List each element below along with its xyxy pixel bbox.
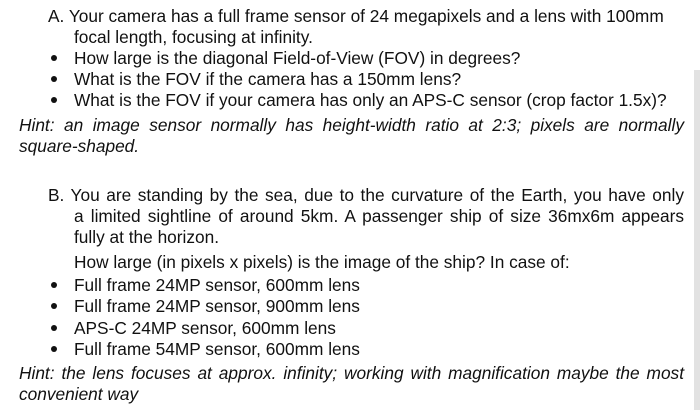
bullet-dot xyxy=(51,346,57,352)
part-a-hint-line1: Hint: an image sensor normally has height-width ratio at 2:3; pixels are normally xyxy=(19,115,684,135)
vertical-scrollbar[interactable] xyxy=(694,70,700,410)
bullet-dot xyxy=(51,303,57,309)
bullet-dot xyxy=(51,282,57,288)
bullet-dot xyxy=(51,325,57,331)
part-a-bullet-1: How large is the diagonal Field-of-View (FOV) in degrees? xyxy=(74,48,521,68)
part-a-heading-line1: A. Your camera has a full frame sensor of 24 megapixels and a lens with 100mm xyxy=(48,6,664,26)
part-b-hint-line2: convenient way xyxy=(19,384,139,404)
part-b-question: How large (in pixels x pixels) is the image of the ship? In case of: xyxy=(74,252,570,272)
bullet-dot xyxy=(51,97,57,103)
part-a-hint-line2: square-shaped. xyxy=(19,136,140,156)
part-a-heading-line2: focal length, focusing at infinity. xyxy=(74,27,313,47)
part-b-heading-line1: B. You are standing by the sea, due to the curvature of the Earth, you have only xyxy=(48,185,684,205)
part-b-bullet-3: APS-C 24MP sensor, 600mm lens xyxy=(74,318,336,338)
part-b-bullet-1: Full frame 24MP sensor, 600mm lens xyxy=(74,275,360,295)
part-a-bullet-3: What is the FOV if your camera has only an APS-C sensor (crop factor 1.5x)? xyxy=(74,90,667,110)
part-b-bullet-4: Full frame 54MP sensor, 600mm lens xyxy=(74,339,360,359)
bullet-dot xyxy=(51,76,57,82)
part-b-heading-line2: a limited sightline of around 5km. A passenger ship of size 36mx6m appears xyxy=(74,206,684,226)
bullet-dot xyxy=(51,55,57,61)
part-b-bullet-2: Full frame 24MP sensor, 900mm lens xyxy=(74,296,360,316)
part-b-heading-line3: fully at the horizon. xyxy=(74,227,220,247)
part-b-hint-line1: Hint: the lens focuses at approx. infinity; working with magnification maybe the most xyxy=(19,363,684,383)
part-a-bullet-2: What is the FOV if the camera has a 150mm lens? xyxy=(74,69,462,89)
